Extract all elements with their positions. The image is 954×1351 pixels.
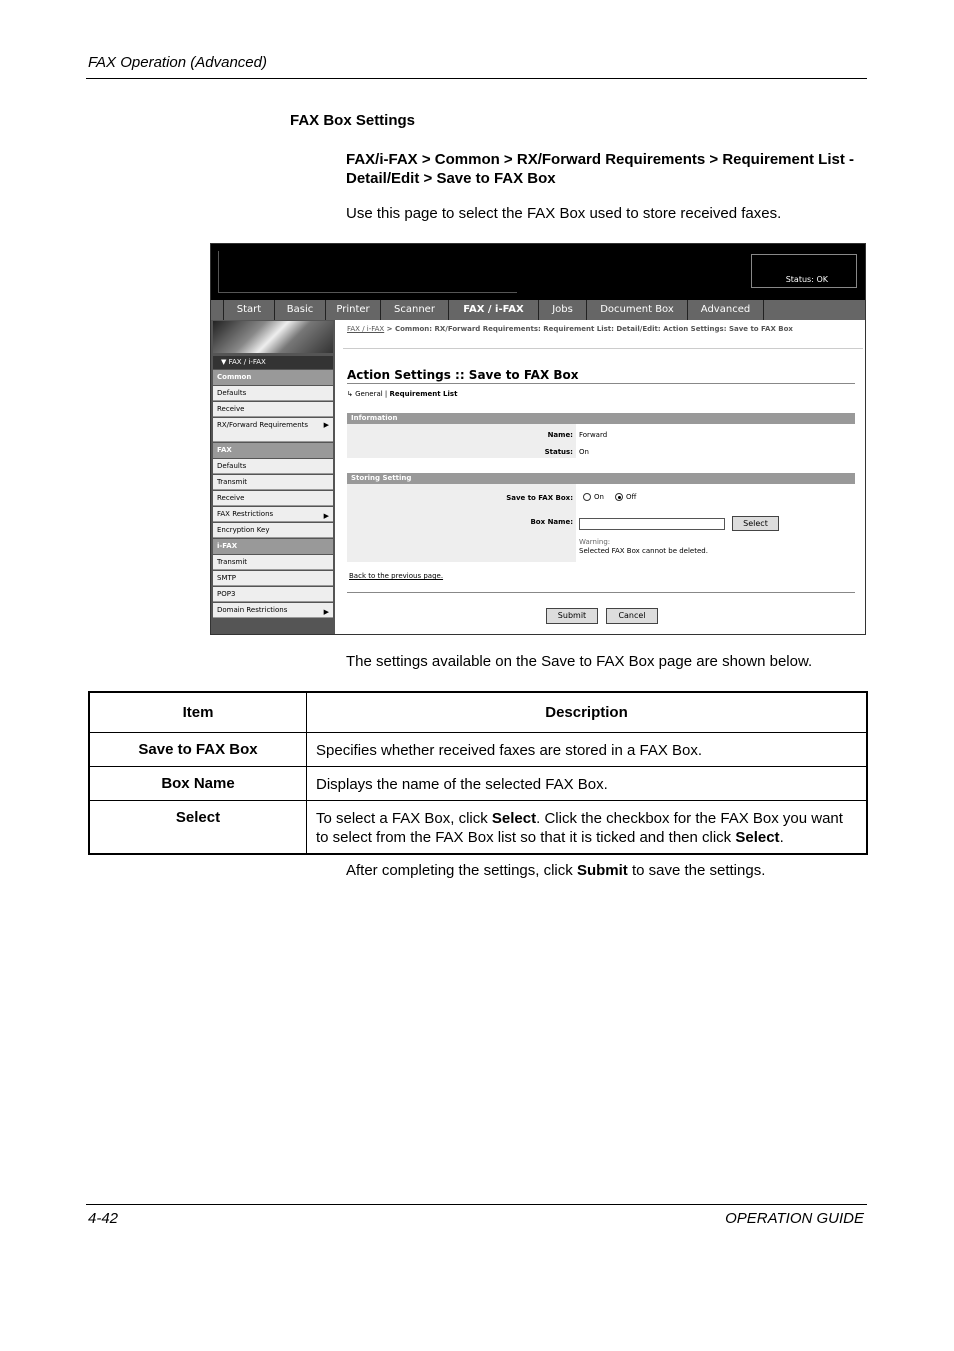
sidebar-item-fax-restrictions[interactable]: FAX Restrictions ▶ [213,507,333,522]
chevron-right-icon: ▶ [323,608,329,616]
table-row [89,767,867,801]
navigation-path: FAX/i-FAX > Common > RX/Forward Requirements > Requirement List - Detail/Edit > Save to FAX Box [346,151,855,187]
sidebar-item-smtp[interactable]: SMTP [213,571,333,586]
sub-navigation: ↳ General | Requirement List [347,390,458,398]
page-number: 4-42 [88,1210,119,1227]
tab-scanner[interactable]: Scanner [381,300,449,320]
select-button[interactable]: Select [732,516,779,531]
name-value: Forward [579,431,608,439]
status-text: Status: OK [785,275,828,284]
sidebar [211,320,335,635]
sidebar-item-pop3[interactable]: POP3 [213,587,333,602]
box-name-label: Box Name: [530,518,573,526]
name-label: Name: [547,431,573,439]
footer-rule [86,1204,867,1205]
save-to-fax-box-label: Save to FAX Box: [506,494,573,502]
intro-text: Use this page to select the FAX Box used to store received faxes. [346,205,782,222]
ui-screenshot [210,243,866,635]
information-section-bar: Information [347,413,855,424]
description-cell: To select a FAX Box, click Select. Click the checkbox for the FAX Box you want to select from the FAX Box list so that it is ticked and then click Select. [307,801,868,855]
breadcrumb-link[interactable]: FAX / i-FAX [347,325,385,333]
sidebar-item-defaults[interactable]: Defaults [213,386,333,401]
tab-jobs[interactable]: Jobs [539,300,587,320]
box-name-field[interactable] [579,518,725,530]
tab-printer[interactable]: Printer [326,300,381,320]
description-cell: Displays the name of the selected FAX Box. [307,767,868,801]
tab-advanced[interactable]: Advanced [688,300,764,320]
subnav-requirement-list[interactable]: Requirement List [389,390,458,398]
breadcrumb: FAX / i-FAX > Common: RX/Forward Requirements: Requirement List: Detail/Edit: Action Settings: Save to FAX Box [347,325,793,333]
tab-start[interactable]: Start [224,300,275,320]
sidebar-item-ifax-transmit[interactable]: Transmit [213,555,333,570]
settings-table [88,691,868,855]
subnav-general[interactable]: General [355,390,383,398]
storing-section-bar: Storing Setting [347,473,855,484]
sidebar-item-domain-restrictions[interactable]: Domain Restrictions ▶ [213,603,333,618]
radio-on[interactable]: On [583,493,604,501]
sidebar-group-fax: FAX [213,443,333,458]
item-cell: Box Name [89,767,307,801]
page-title: Action Settings :: Save to FAX Box [347,368,579,382]
description-cell: Specifies whether received faxes are stored in a FAX Box. [307,733,868,767]
status-label: Status: [544,448,573,456]
tab-fax-ifax[interactable]: FAX / i-FAX [449,300,539,320]
settings-intro: The settings available on the Save to FAX Box page are shown below. [346,653,813,670]
sidebar-item-fax-transmit[interactable]: Transmit [213,475,333,490]
table-row [89,801,867,855]
guide-name: OPERATION GUIDE [725,1210,864,1227]
chevron-right-icon: ▶ [323,512,329,520]
status-value: On [579,448,589,456]
return-arrow-icon: ↳ [347,390,353,398]
table-row [89,733,867,767]
sidebar-header: ▼ FAX / i-FAX [213,356,333,369]
sidebar-item-fax-defaults[interactable]: Defaults [213,459,333,474]
radio-off[interactable]: Off [615,493,636,501]
submit-button[interactable]: Submit [546,608,598,624]
warning-message: Warning: Selected FAX Box cannot be deleted. [579,538,708,555]
status-box [751,254,857,288]
running-header: FAX Operation (Advanced) [88,54,267,71]
back-link[interactable]: Back to the previous page. [349,572,444,580]
sidebar-item-fax-receive[interactable]: Receive [213,491,333,506]
sidebar-item-rx-forward[interactable]: RX/Forward Requirements ▶ [213,418,333,442]
col-description-header: Description [307,692,868,733]
tab-bar [211,300,866,320]
top-banner [211,244,866,300]
tab-document-box[interactable]: Document Box [587,300,688,320]
radio-off-button[interactable] [615,493,623,501]
after-settings-text: After completing the settings, click Submit to save the settings. [346,862,766,879]
sidebar-item-receive[interactable]: Receive [213,402,333,417]
section-heading: FAX Box Settings [290,112,416,129]
sidebar-item-encryption-key[interactable]: Encryption Key [213,523,333,538]
sidebar-group-ifax: i-FAX [213,539,333,554]
sidebar-group-common: Common [213,370,333,385]
item-cell: Save to FAX Box [89,733,307,767]
item-cell: Select [89,801,307,855]
radio-on-button[interactable] [583,493,591,501]
header-rule [86,78,867,79]
sidebar-photo [213,321,333,353]
table-header-row [89,692,867,733]
tab-basic[interactable]: Basic [275,300,326,320]
col-item-header: Item [89,692,307,733]
cancel-button[interactable]: Cancel [606,608,658,624]
chevron-right-icon: ▶ [323,421,329,429]
